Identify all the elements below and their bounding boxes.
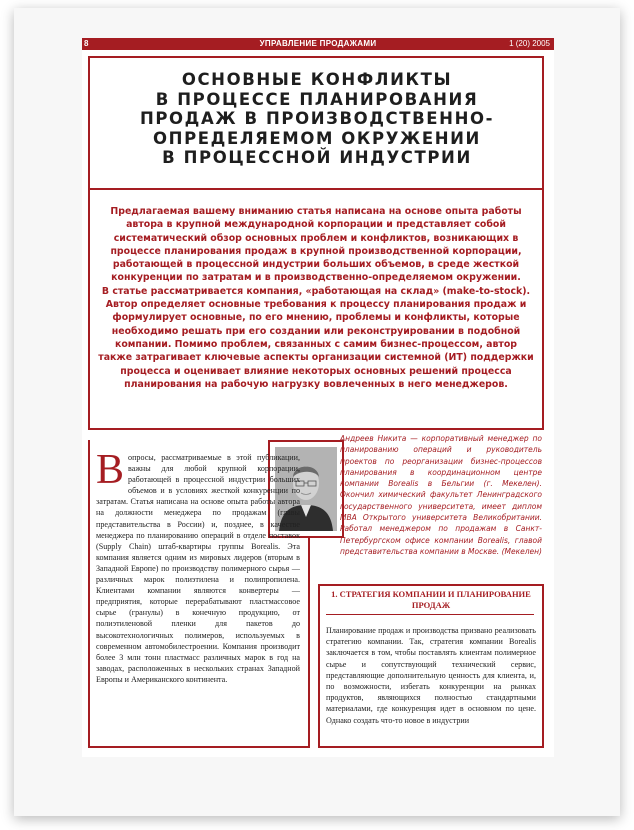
section-rule bbox=[326, 614, 534, 615]
frame-left-rule bbox=[88, 440, 90, 748]
abstract-paragraph: В статье рассматривается компания, «работающая на склад» (make-to-stock). Автор определяет основные требования к процессу планирования продаж и формулирует основные, по его мнению, проблемы и конфликты, которые необходимо решать при его создании или реконструировании в подобной компании. Помимо проблем, связанных с самим бизнес-процессом, автор также затрагивает ключевые аспекты организации системной (ИТ) поддержки процесса и оценивает влияние некоторых основных решений процесса планирования на рабочую нагрузку вовлеченных в него менеджеров. bbox=[98, 285, 534, 390]
section-heading: 1. СТРАТЕГИЯ КОМПАНИИ И ПЛАНИРОВАНИЕ ПРОДАЖ bbox=[331, 589, 531, 610]
title-line: ПРОДАЖ В ПРОИЗВОДСТВЕННО- bbox=[139, 109, 495, 128]
issue-number: 1 (20) 2005 bbox=[509, 39, 550, 48]
right-column-text: Планирование продаж и производства призвано реализовать стратегию компании. Так, стратегия компании Borealis заключается в том, чтобы поставлять клиентам полимерное сырье и сопутствующий технический сервис, представляющие дополнительную ценность для клиента, и, по возможности, избегать конкуренции на рынках продуктов, являющихся полностью стандартными материалами, где конкуренция идет в основном по цене. Однако создать что-то новое в индустрии bbox=[326, 626, 536, 725]
article-abstract bbox=[98, 205, 534, 391]
left-column-text: опросы, рассматриваемые в этой публикации, важны для любой крупной корпорации, работающей в процессной индустрии больших объемов и в условиях жесткой конкуренции по затратам. Статья написана на основе опыта работы автора на должности менеджера по продажам (главы представительства в России) и, позднее, в качестве менеджера по планированию операций в отделе поставок (Supply Chain) штаб-квартиры группы Borealis. Эта компания является одним из мировых лидеров (вторым в Западной Европе) по производству полимерного сырья — различных марок полиэтилена и полипропилена. Клиентами компании являются конвертеры — предприятия, которые перерабатывают пластмассовое сырье (гранулы) в конечную продукцию, от полиэтиленовой пленки для пакетов до высокотехнологичных полимеров, используемых в современном автомобилестроении. Компания производит более 3 млн тонн пластмасс различных марок в год на заводах, расположенных в нескольких странах Западной Европы и Американского континента. bbox=[96, 453, 300, 684]
column-divider bbox=[308, 538, 310, 748]
drop-cap: В bbox=[96, 447, 125, 493]
title-divider bbox=[88, 188, 544, 190]
section-name: УПРАВЛЕНИЕ ПРОДАЖАМИ bbox=[259, 39, 377, 48]
left-column bbox=[96, 447, 300, 685]
title-line: В ПРОЦЕССНОЙ ИНДУСТРИИ bbox=[162, 148, 472, 167]
title-line: ОПРЕДЕЛЯЕМОМ ОКРУЖЕНИИ bbox=[153, 128, 481, 148]
page-header bbox=[82, 38, 554, 50]
title-line: В ПРОЦЕССЕ ПЛАНИРОВАНИЯ bbox=[155, 89, 479, 109]
page-number: 8 bbox=[84, 39, 89, 48]
title-line: ОСНОВНЫЕ КОНФЛИКТЫ bbox=[181, 70, 453, 89]
frame-bottom-rule bbox=[88, 746, 310, 748]
abstract-paragraph: Предлагаемая вашему вниманию статья написана на основе опыта работы автора в крупной международной корпорации и представляет собой систематический обзор основных проблем и конфликтов, возникающих в процессе планирования продаж в крупной производственной корпорации, работающей в процессной индустрии больших объемов, в среде жесткой конкуренции по затратам и в производственно-определяемом окружении. bbox=[110, 206, 522, 284]
article-title bbox=[100, 70, 534, 168]
author-bio: Андреев Никита — корпоративный менеджер по планированию операций и руководитель проектов по реорганизации бизнес-процессов планирования в координационном центре компании Borealis в Бельгии (г. Мекелен). Окончил химический факультет Ленинградского государственного университета, имеет диплом MBA Открытого университета Великобритании. Работал менеджером по продажам в Санкт-Петербургском офисе компании Borealis, главой представительства компании в Москве. (Мекелен) bbox=[340, 434, 542, 556]
